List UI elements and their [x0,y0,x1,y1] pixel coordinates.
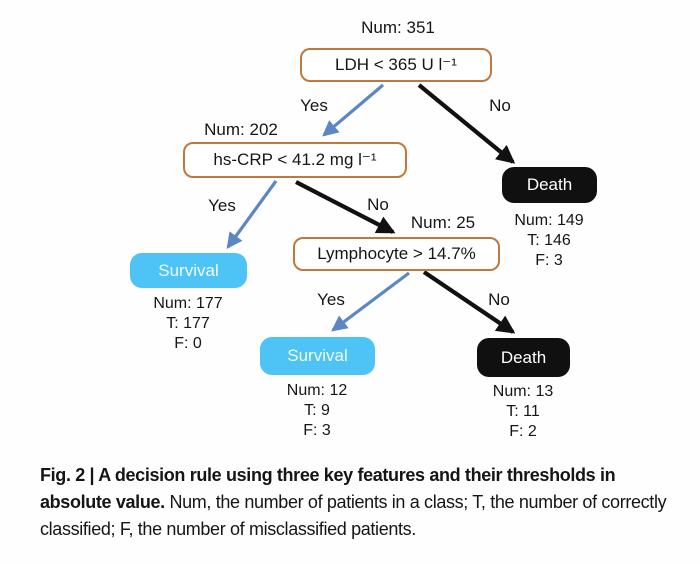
edge-label-lymph-no: No [488,290,510,309]
survival-2-false: F: 3 [303,422,331,439]
edge-label-hscrp-no: No [367,195,389,214]
edge-label-hscrp-yes: Yes [208,196,236,215]
survival-2-num: Num: 12 [286,382,348,399]
leaf-death-1-stats [514,211,583,271]
death-1-false: F: 3 [535,252,563,269]
leaf-survival-2: Survival [260,337,375,375]
figure-caption [40,462,685,543]
lymphocyte-num-label: Num: 25 [410,213,476,232]
leaf-death-2: Death [477,338,570,377]
root-decision-node: LDH < 365 U l⁻¹ [300,48,492,82]
caption-regular-text: Num, the number of patients in a class; T, the number of correctly classified; F, the number of misclassified patients. [40,492,667,539]
lymphocyte-decision-node: Lymphocyte > 14.7% [293,237,500,271]
leaf-death-1: Death [502,167,597,203]
death-2-true: T: 11 [506,403,540,420]
death-1-true: T: 146 [527,232,571,249]
edge-label-root-yes: Yes [300,96,328,115]
leaf-survival-1: Survival [130,253,247,288]
death-1-num: Num: 149 [514,212,584,229]
survival-1-false: F: 0 [174,335,202,352]
leaf-survival-2-stats [287,381,347,441]
death-2-false: F: 2 [509,423,537,440]
hscrp-decision-node: hs-CRP < 41.2 mg l⁻¹ [183,142,407,178]
survival-1-num: Num: 177 [153,295,223,312]
root-num-label: Num: 351 [361,18,435,37]
survival-1-true: T: 177 [166,315,210,332]
survival-2-true: T: 9 [304,402,330,419]
death-2-num: Num: 13 [492,383,554,400]
leaf-death-2-stats [493,382,553,442]
edge-label-root-no: No [489,96,511,115]
leaf-survival-1-stats [153,294,222,354]
edge-root-yes-arrow [324,85,383,135]
edge-label-lymph-yes: Yes [317,290,345,309]
caption-bold-text: Fig. 2 | A decision rule using three key features and their thresholds in absolute value. [40,465,616,512]
hscrp-num-label: Num: 202 [204,120,278,139]
